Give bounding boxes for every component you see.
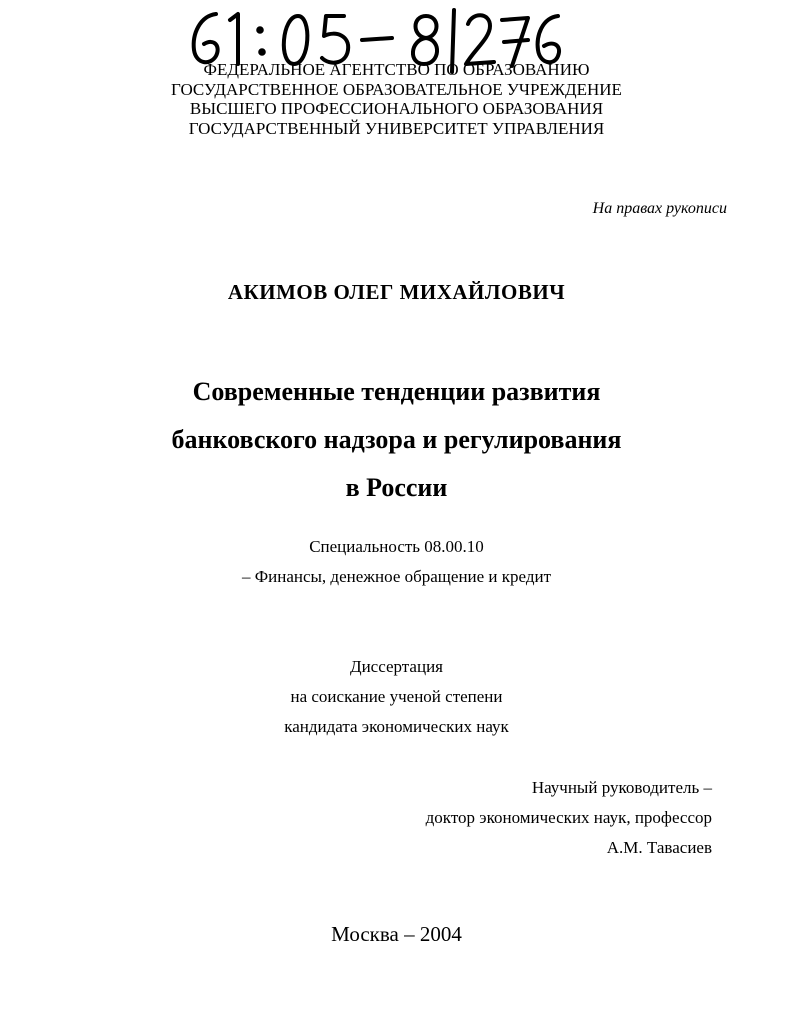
supervisor-role: Научный руководитель – xyxy=(531,778,712,797)
title-line-3: в России xyxy=(345,473,448,502)
dissertation-purpose: на соискание ученой степени xyxy=(290,687,503,706)
title-line-1: Современные тенденции развития xyxy=(192,377,601,406)
supervisor-degree: доктор экономических наук, профессор xyxy=(425,808,712,827)
org-line-state-institution: ГОСУДАРСТВЕННОЕ ОБРАЗОВАТЕЛЬНОЕ УЧРЕЖДЕНИЕ xyxy=(171,80,622,99)
org-line-federal-agency: ФЕДЕРАЛЬНОЕ АГЕНТСТВО ПО ОБРАЗОВАНИЮ xyxy=(203,60,590,79)
title-line-2: банковского надзора и регулирования xyxy=(171,425,622,454)
manuscript-rights-note: На правах рукописи xyxy=(592,200,727,217)
archive-number-text xyxy=(186,6,187,7)
supervisor-name: А.М. Тавасиев xyxy=(606,838,712,857)
author-name: АКИМОВ ОЛЕГ МИХАЙЛОВИЧ xyxy=(227,280,566,304)
org-line-university: ГОСУДАРСТВЕННЫЙ УНИВЕРСИТЕТ УПРАВЛЕНИЯ xyxy=(188,119,605,138)
specialty-name: – Финансы, денежное обращение и кредит xyxy=(241,567,552,586)
dissertation-label: Диссертация xyxy=(349,657,443,676)
dissertation-degree: кандидата экономических наук xyxy=(284,717,509,736)
specialty-code: Специальность 08.00.10 xyxy=(309,537,484,556)
org-line-higher-education: ВЫСШЕГО ПРОФЕССИОНАЛЬНОГО ОБРАЗОВАНИЯ xyxy=(189,99,604,118)
city-year: Москва – 2004 xyxy=(331,922,462,946)
